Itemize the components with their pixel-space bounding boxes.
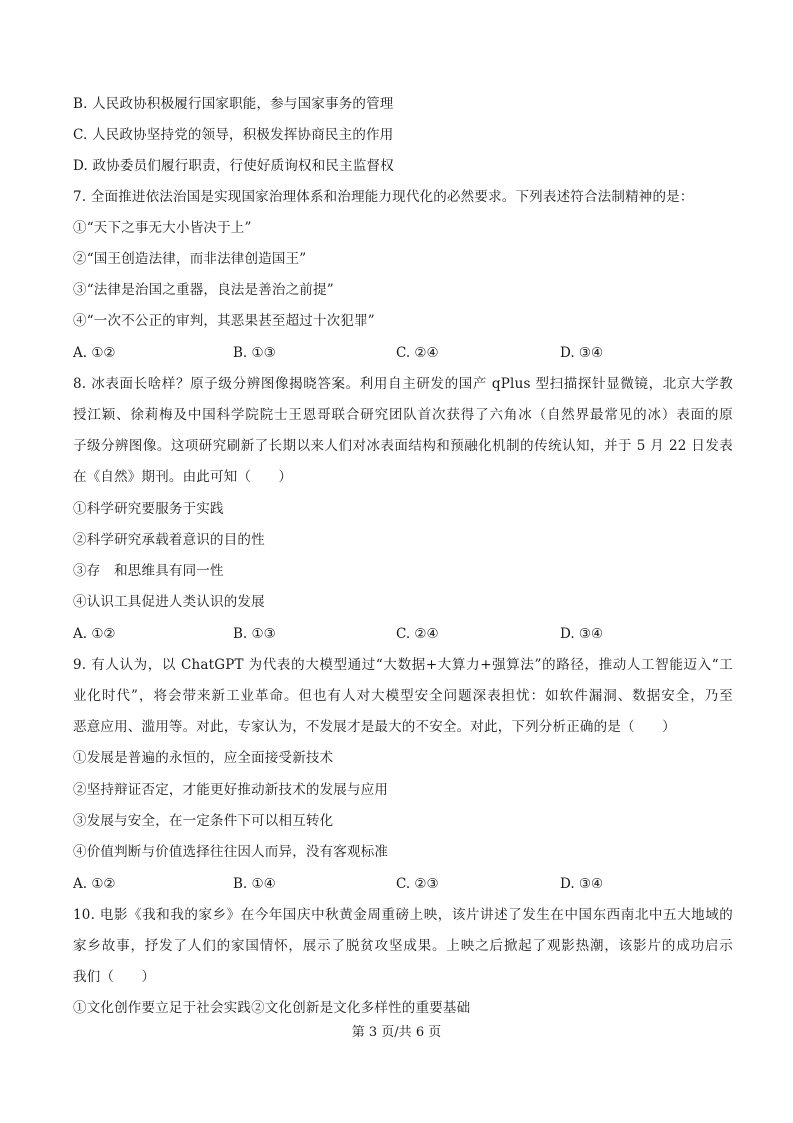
q8-option-b: B. ①③: [233, 626, 276, 642]
q7-statement-1: ①“天下之事无大小皆决于上”: [73, 220, 252, 236]
q8-option-a: A. ①②: [73, 626, 116, 642]
q9-statement-2: ②坚持辩证否定，才能更好推动新技术的发展与应用: [73, 782, 389, 798]
q8-statement-4: ④认识工具促进人类认识的发展: [73, 594, 265, 610]
q9-stem-line-1: 9. 有人认为，以 ChatGPT 为代表的大模型通过“大数据+大算力+强算法”的路径，推动人工智能迈入“工: [73, 657, 733, 673]
q6-option-d: D. 政协委员们履行职责，行使好质询权和民主监督权: [73, 158, 394, 174]
q6-option-c: C. 人民政协坚持党的领导，积极发挥协商民主的作用: [73, 127, 394, 143]
q10-stem-line-1: 10. 电影《我和我的家乡》在今年国庆中秋黄金周重磅上映，该片讲述了发生在中国东西南北中五大地域的: [73, 907, 733, 923]
q9-options: [73, 875, 733, 893]
q8-stem-line-1: 8. 冰表面长啥样？原子级分辨图像揭晓答案。利用自主研发的国产 qPlus 型扫描探针显微镜，北京大学教: [73, 376, 733, 392]
q7-stem: 7. 全面推进依法治国是实现国家治理体系和治理能力现代化的必然要求。下列表述符合法制精神的是：: [73, 189, 694, 205]
q9-statement-4: ④价值判断与价值选择往往因人而异，没有客观标准: [73, 844, 389, 860]
q10-statements-1-2: ①文化创作要立足于社会实践②文化创新是文化多样性的重要基础: [73, 1000, 471, 1016]
q8-stem-line-3: 子级分辨图像。这项研究刷新了长期以来人们对冰表面结构和预融化机制的传统认知，并于 5 月 22 日发表: [73, 438, 733, 454]
q10-stem-line-3: 我们（ ）: [73, 969, 156, 985]
q8-statement-2: ②科学研究承载着意识的目的性: [73, 532, 265, 548]
q7-statement-4: ④“一次不公正的审判，其恶果甚至超过十次犯罪”: [73, 313, 375, 329]
q8-option-c: C. ②④: [396, 626, 439, 642]
q7-option-b: B. ①③: [233, 345, 276, 361]
q9-option-b: B. ①④: [233, 876, 276, 892]
q8-stem-line-2: 授江颖、徐莉梅及中国科学院院士王恩哥联合研究团队首次获得了六角冰（自然界最常见的冰）表面的原: [73, 407, 733, 423]
q10-stem-line-2: 家乡故事，抒发了人们的家国情怀，展示了脱贫攻坚成果。上映之后掀起了观影热潮，该影片的成功启示: [73, 938, 733, 954]
q8-statement-1: ①科学研究要服务于实践: [73, 501, 224, 517]
q7-option-d: D. ③④: [560, 345, 604, 361]
q7-option-c: C. ②④: [396, 345, 439, 361]
q7-option-a: A. ①②: [73, 345, 116, 361]
q9-statement-1: ①发展是普遍的永恒的，应全面接受新技术: [73, 750, 334, 766]
q7-options: [73, 344, 733, 362]
q9-statement-3: ③发展与安全，在一定条件下可以相互转化: [73, 813, 334, 829]
q8-statement-3: ③存 和思维具有同一性: [73, 563, 224, 579]
q8-options: [73, 625, 733, 643]
q9-stem-line-2: 业化时代”，将会带来新工业革命。但也有人对大模型安全问题深表担忧：如软件漏洞、数据安全，乃至: [73, 688, 733, 704]
q8-stem-line-4: 在《自然》期刊。由此可知（ ）: [73, 469, 293, 485]
q6-option-b: B. 人民政协积极履行国家职能，参与国家事务的管理: [73, 96, 394, 112]
page-footer: 第 3 页/共 6 页: [351, 1025, 442, 1040]
q8-option-d: D. ③④: [560, 626, 604, 642]
q9-option-d: D. ③④: [560, 876, 604, 892]
q7-statement-3: ③“法律是治国之重器，良法是善治之前提”: [73, 282, 334, 298]
q9-stem-line-3: 恶意应用、滥用等。对此，专家认为，不发展才是最大的不安全。对此，下列分析正确的是（ ）: [73, 719, 676, 735]
q7-statement-2: ②“国王创造法律，而非法律创造国王”: [73, 251, 307, 267]
q9-option-a: A. ①②: [73, 876, 116, 892]
q9-option-c: C. ②③: [396, 876, 439, 892]
